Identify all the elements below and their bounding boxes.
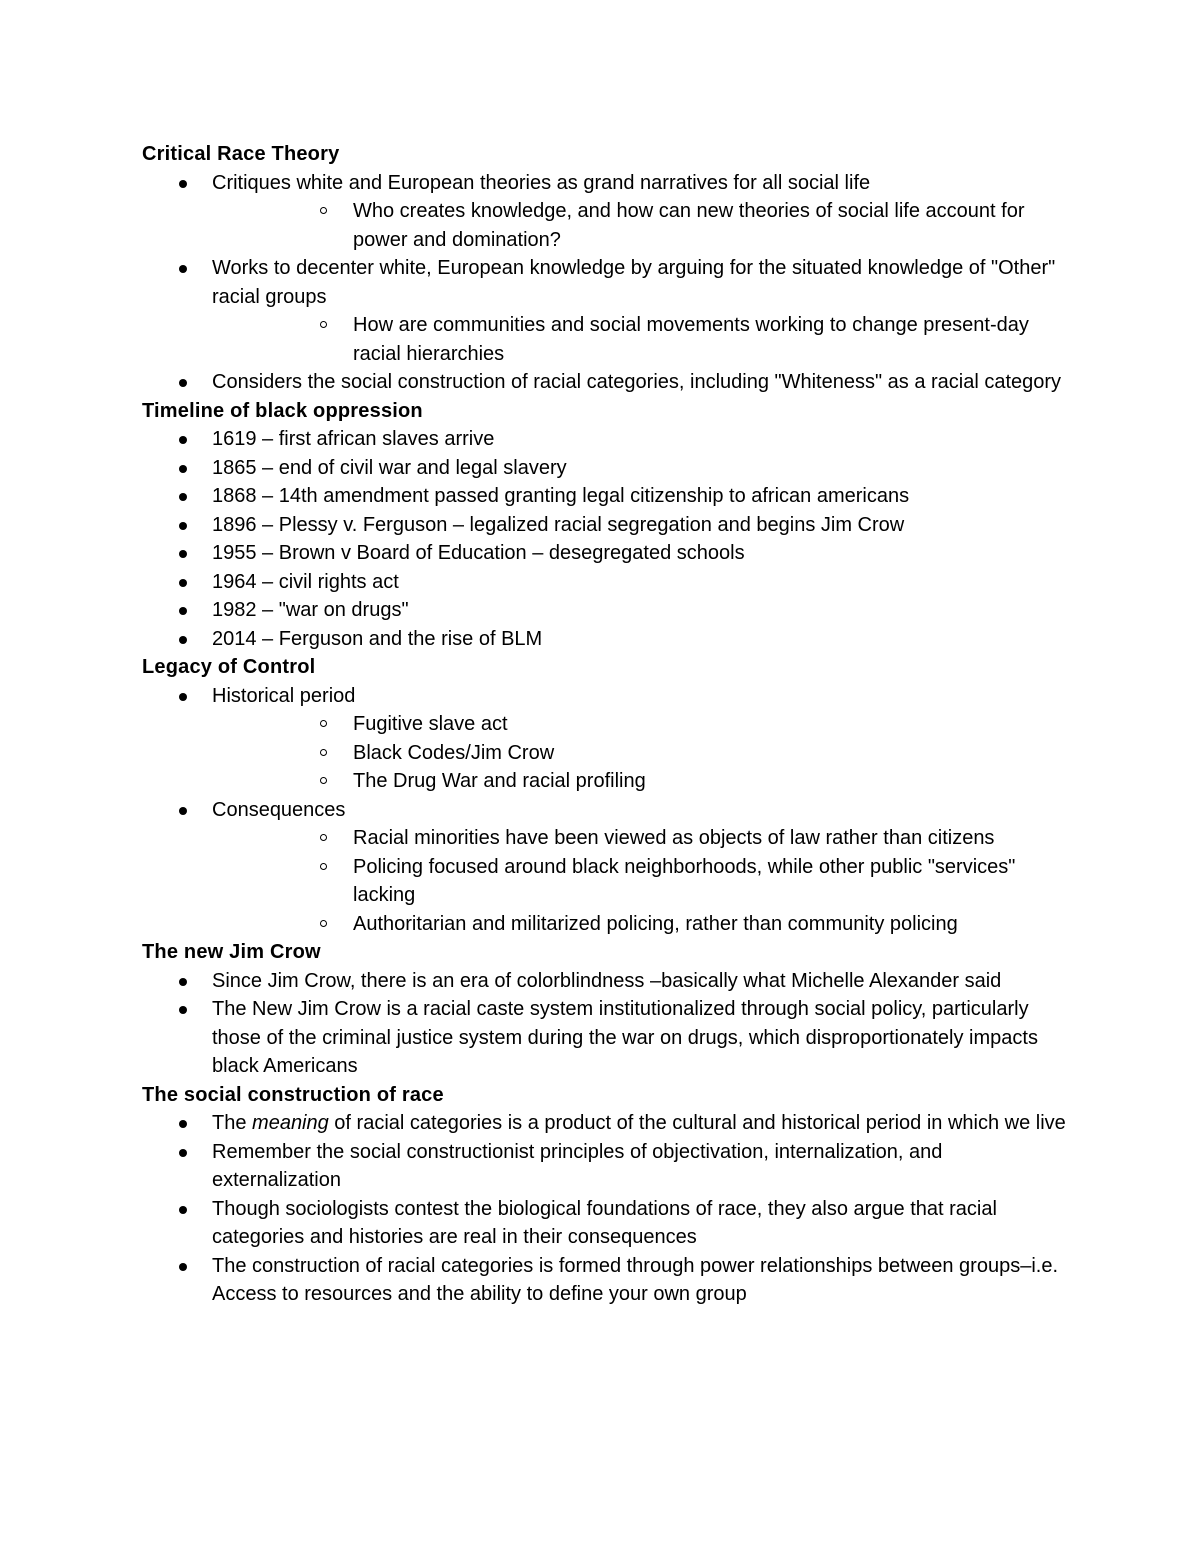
filled-bullet-icon — [179, 1149, 187, 1157]
sub-list-item — [212, 853, 1072, 910]
filled-bullet-icon — [179, 493, 187, 501]
text-segment: The — [212, 1112, 253, 1134]
sub-list-item — [212, 710, 1072, 739]
list-item-text: Since Jim Crow, there is an era of colorblindness –basically what Michelle Alexander said — [212, 969, 1002, 992]
hollow-bullet-icon — [320, 749, 327, 756]
filled-bullet-icon — [179, 978, 187, 986]
list-item-text: Historical period — [212, 684, 356, 707]
filled-bullet-icon — [179, 607, 187, 615]
list-item — [142, 169, 1072, 255]
list-item-text: Considers the social construction of racial categories, including "Whiteness" as a racial category — [212, 371, 1062, 393]
sub-item-text: How are communities and social movements working to change present-day racial hierarchies — [353, 314, 1029, 365]
list-item-text: 1964 – civil rights act — [212, 570, 399, 593]
emphasized-word: meaning — [252, 1112, 329, 1134]
sub-list-item — [212, 311, 1072, 368]
filled-bullet-icon — [179, 1120, 187, 1128]
list-item-text: Remember the social constructionist principles of objectivation, internalization, and externalization — [212, 1140, 943, 1191]
text-segment: of racial categories is a product of the cultural and historical period in which we live — [328, 1112, 1066, 1134]
bullet-list — [142, 967, 1072, 1081]
filled-bullet-icon — [179, 379, 187, 387]
sub-item-text: The Drug War and racial profiling — [353, 770, 646, 792]
section-heading: Legacy of Control — [142, 656, 316, 678]
list-item — [142, 511, 1072, 540]
list-item-text — [212, 1109, 1072, 1138]
section-heading: The new Jim Crow — [142, 941, 321, 963]
sub-list-item — [212, 767, 1072, 796]
sub-list-item — [212, 739, 1072, 768]
filled-bullet-icon — [179, 436, 187, 444]
list-item-text: Critiques white and European theories as grand narratives for all social life — [212, 171, 871, 194]
list-item-text: Consequences — [212, 798, 346, 821]
bullet-list — [142, 425, 1072, 653]
list-item — [142, 1252, 1072, 1309]
sub-list-item — [212, 910, 1072, 939]
filled-bullet-icon — [179, 636, 187, 644]
sub-item-text: Black Codes/Jim Crow — [353, 741, 555, 764]
list-item-text: 1865 – end of civil war and legal slavery — [212, 456, 567, 479]
filled-bullet-icon — [179, 465, 187, 473]
list-item — [142, 539, 1072, 568]
list-item — [142, 568, 1072, 597]
section-heading: Critical Race Theory — [142, 143, 340, 165]
filled-bullet-icon — [179, 1263, 187, 1271]
list-item — [142, 1109, 1072, 1138]
filled-bullet-icon — [179, 579, 187, 587]
hollow-bullet-icon — [320, 777, 327, 784]
list-item — [142, 995, 1072, 1081]
list-item-text: The construction of racial categories is formed through power relationships between groups–i.e. Access to resources and the ability to define your own group — [212, 1254, 1059, 1305]
list-item-text: 1955 – Brown v Board of Education – desegregated schools — [212, 542, 745, 564]
sub-list-item — [212, 824, 1072, 853]
list-item-text: Though sociologists contest the biological foundations of race, they also argue that racial categories and histories are real in their consequences — [212, 1197, 997, 1248]
list-item — [142, 625, 1072, 654]
list-item-text: 2014 – Ferguson and the rise of BLM — [212, 627, 543, 650]
filled-bullet-icon — [179, 265, 187, 273]
list-item — [142, 1195, 1072, 1252]
sub-item-text: Who creates knowledge, and how can new theories of social life account for power and domination? — [353, 200, 1025, 251]
list-item-text: 1868 – 14th amendment passed granting legal citizenship to african americans — [212, 485, 910, 507]
hollow-bullet-icon — [320, 720, 327, 727]
sub-item-text: Racial minorities have been viewed as objects of law rather than citizens — [353, 827, 995, 849]
list-item-text: Works to decenter white, European knowledge by arguing for the situated knowledge of "Other" racial groups — [212, 257, 1056, 308]
list-item — [142, 596, 1072, 625]
sub-list — [212, 311, 1072, 368]
list-item-text: The New Jim Crow is a racial caste system institutionalized through social policy, particularly those of the criminal justice system during the war on drugs, which disproportionately impacts black Americans — [212, 998, 1038, 1077]
list-item-text: 1982 – "war on drugs" — [212, 599, 409, 621]
hollow-bullet-icon — [320, 834, 327, 841]
bullet-list — [142, 1109, 1072, 1309]
list-item — [142, 682, 1072, 796]
hollow-bullet-icon — [320, 207, 327, 214]
filled-bullet-icon — [179, 807, 187, 815]
filled-bullet-icon — [179, 522, 187, 530]
list-item — [142, 254, 1072, 368]
filled-bullet-icon — [179, 1006, 187, 1014]
list-item-text: 1619 – first african slaves arrive — [212, 428, 495, 450]
sub-item-text: Policing focused around black neighborhoods, while other public "services" lacking — [353, 855, 1016, 906]
list-item — [142, 425, 1072, 454]
filled-bullet-icon — [179, 550, 187, 558]
hollow-bullet-icon — [320, 321, 327, 328]
bullet-list — [142, 682, 1072, 939]
sub-list — [212, 197, 1072, 254]
section-heading: The social construction of race — [142, 1083, 444, 1106]
filled-bullet-icon — [179, 180, 187, 188]
section-heading: Timeline of black oppression — [142, 399, 423, 422]
bullet-list — [142, 169, 1072, 397]
hollow-bullet-icon — [320, 863, 327, 870]
filled-bullet-icon — [179, 1206, 187, 1214]
list-item — [142, 482, 1072, 511]
list-item — [142, 796, 1072, 939]
hollow-bullet-icon — [320, 920, 327, 927]
sub-list — [212, 824, 1072, 938]
sub-item-text: Fugitive slave act — [353, 713, 508, 735]
list-item — [142, 368, 1072, 397]
sub-list-item — [212, 197, 1072, 254]
list-item-text: 1896 – Plessy v. Ferguson – legalized racial segregation and begins Jim Crow — [212, 513, 905, 536]
list-item — [142, 454, 1072, 483]
sub-item-text: Authoritarian and militarized policing, rather than community policing — [353, 912, 958, 935]
list-item — [142, 967, 1072, 996]
sub-list — [212, 710, 1072, 796]
document-page — [142, 140, 1072, 1309]
filled-bullet-icon — [179, 693, 187, 701]
list-item — [142, 1138, 1072, 1195]
